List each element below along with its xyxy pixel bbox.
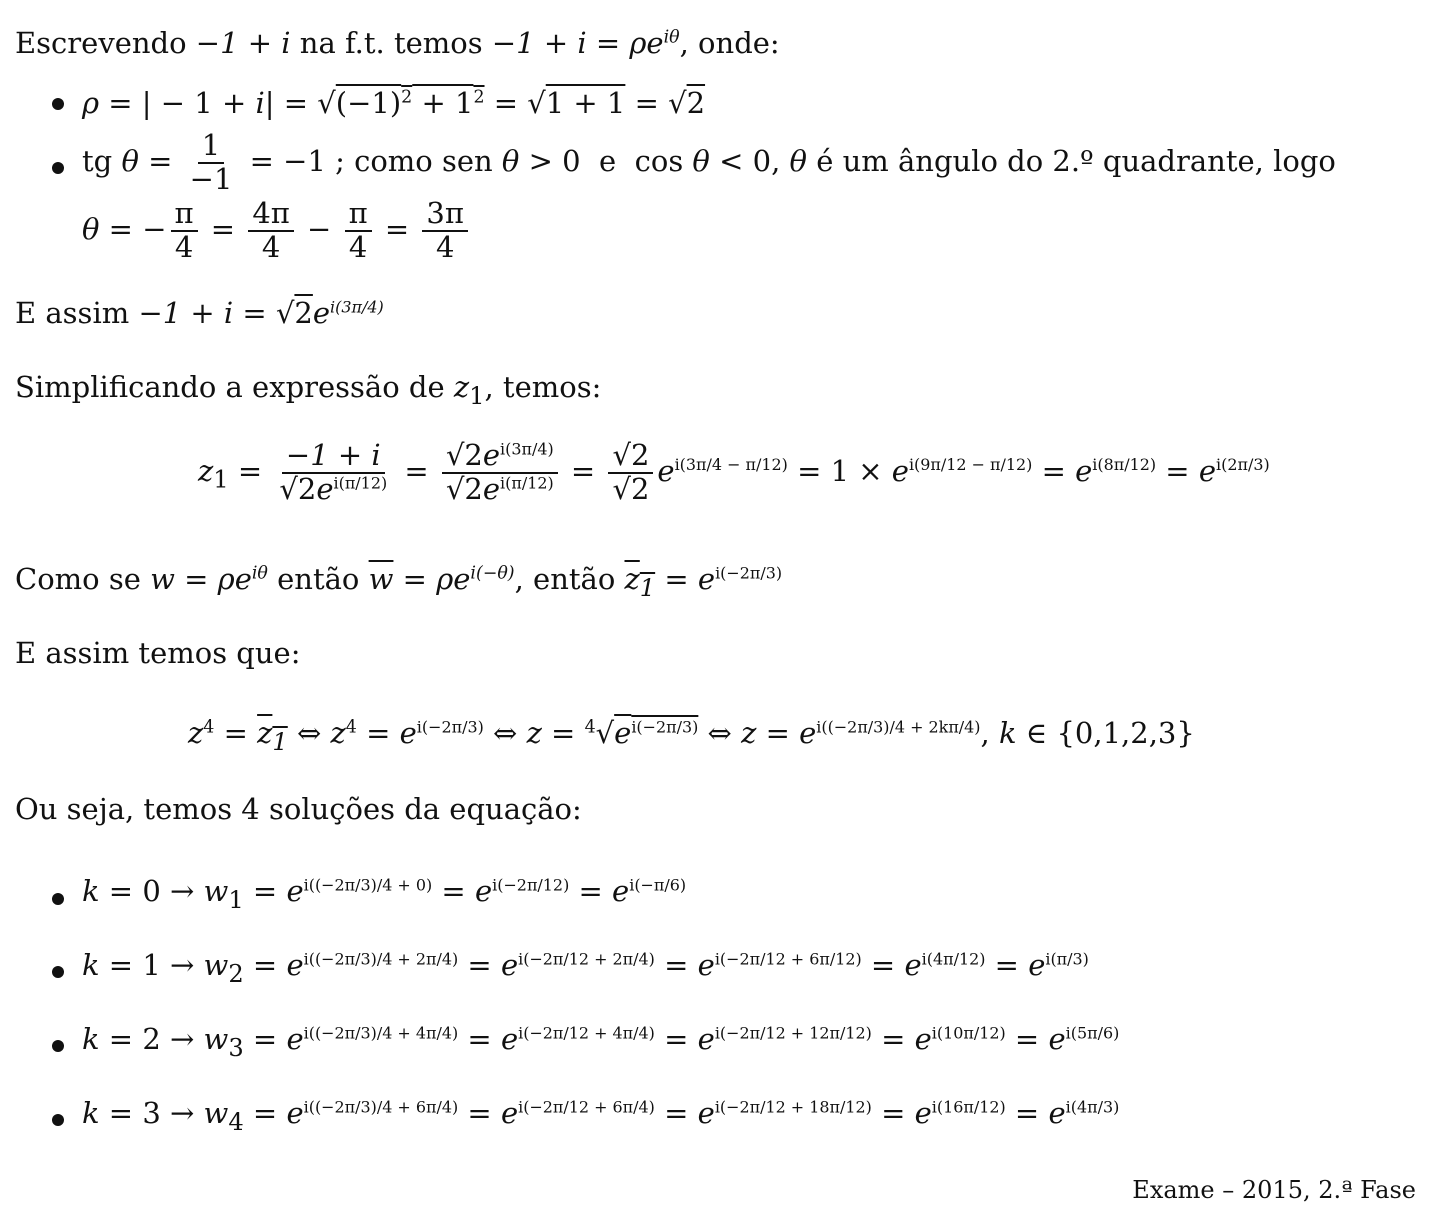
bullet-dot	[52, 162, 64, 174]
bullet-dot	[52, 1114, 64, 1126]
solution-k1: $k = 1 \to w_2 = e^{i((-2\pi/3)/4 + 2\pi/4)} = e^{i(-2\pi/12 + 2\pi/4)} = e^{i(-2\pi/12 + 6\pi/12)} = e^{i(4\pi/12)} = e^{i(\pi/3)}$	[82, 948, 1089, 988]
z1-equation: $z_1$ = $\frac{-1 + i}{√2e^{i(\pi/12)}}$ = $\frac{√2e^{i(3\pi/4)}}{√2e^{i(\pi/12)}}$ = $\frac{√2}{√2}$ $e^{i(3\pi/4 - \pi/12)} = 1 \times e^{i(9\pi/12 - \pi/12)} = e^{i(8\pi/12)} = e^{i(2\pi/3)}$	[198, 438, 1270, 506]
assim-line-2: E assim temos que:	[15, 636, 301, 670]
bullet-dot	[52, 966, 64, 978]
rho-line: ρ = | − $1 + i| = √(-1)^2 + 1^2 = √1 + 1 = √2$	[82, 86, 706, 120]
simplificando-line: Simplificando a expressão de $z_1$, temos:	[15, 370, 602, 410]
tg-line-a: tg θ = $\frac{1}{-1}$ = −1 ; como sen θ > 0 e cos θ < 0, θ é um ângulo do 2.º quadrante, logo	[82, 128, 1336, 196]
tg-line-b: θ = − $\frac{\pi}{4}$ = $\frac{4\pi}{4}$ − $\frac{\pi}{4}$ = $\frac{3\pi}{4}$	[82, 198, 472, 264]
assim-line-1: E assim $-1 + i = √2e^{i(3\pi/4)}$	[15, 296, 384, 330]
bullet-dot	[52, 893, 64, 905]
intro-line: Escrevendo −1 + i na f.t. temos $-1 + i = \rho e^{i\theta}$, onde:	[15, 26, 780, 60]
ou-seja-line: Ou seja, temos 4 soluções da equação:	[15, 792, 582, 826]
solution-k3: $k = 3 \to w_4 = e^{i((-2\pi/3)/4 + 6\pi/4)} = e^{i(-2\pi/12 + 6\pi/4)} = e^{i(-2\pi/12 + 18\pi/12)} = e^{i(16\pi/12)} = e^{i(4\pi/3)}$	[82, 1096, 1120, 1136]
exam-footer: Exame – 2015, 2.ª Fase	[1132, 1176, 1416, 1204]
bullet-dot	[52, 98, 64, 110]
z4-equation: $z^4 = z_1$ ⇔ $z^4 = e^{i(-2\pi/3)}$ ⇔ $z = ^4√e^{i(-2\pi/3)}$ ⇔ $z = e^{i((-2\pi/3)/4 + 2k\pi/4)}$, k ∈ {0,1,2,3}	[188, 716, 1195, 756]
como-se-line: Como se $w = \rho e^{i\theta}$ então $\overline{w} = \rho e^{i(-\theta)}$, então $z_1 = e^{i(-2\pi/3)}$	[15, 562, 783, 602]
solution-k0: $k = 0 \to w_1 = e^{i((-2\pi/3)/4 + 0)} = e^{i(-2\pi/12)} = e^{i(-\pi/6)}$	[82, 874, 687, 914]
solution-k2: $k = 2 \to w_3 = e^{i((-2\pi/3)/4 + 4\pi/4)} = e^{i(-2\pi/12 + 4\pi/4)} = e^{i(-2\pi/12 + 12\pi/12)} = e^{i(10\pi/12)} = e^{i(5\pi/6)}$	[82, 1022, 1120, 1062]
bullet-dot	[52, 1040, 64, 1052]
